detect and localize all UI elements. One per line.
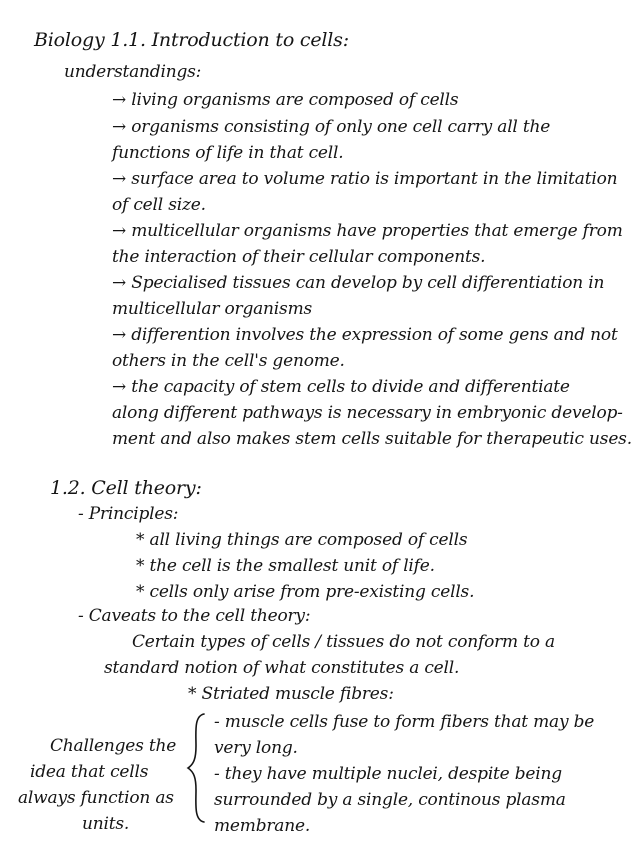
understanding-line: along different pathways is necessary in embryonic develop- bbox=[112, 403, 623, 423]
striated-point-line: very long. bbox=[214, 738, 298, 758]
principle-item: * the cell is the smallest unit of life. bbox=[136, 556, 435, 576]
understanding-line: multicellular organisms bbox=[112, 299, 313, 319]
understanding-line: → surface area to volume ratio is important in the limitation bbox=[112, 169, 618, 189]
understandings-heading: understandings: bbox=[64, 62, 202, 82]
caveats-text-line: Certain types of cells / tissues do not conform to a bbox=[132, 632, 555, 652]
understanding-line: → the capacity of stem cells to divide and differentiate bbox=[112, 377, 570, 397]
striated-point-line: membrane. bbox=[214, 816, 311, 836]
understanding-line: → differention involves the expression of some gens and not bbox=[112, 325, 618, 345]
side-note-line: idea that cells bbox=[30, 762, 149, 782]
understanding-line: the interaction of their cellular components. bbox=[112, 247, 486, 267]
understanding-line: → organisms consisting of only one cell carry all the bbox=[112, 117, 551, 137]
striated-heading: * Striated muscle fibres: bbox=[188, 684, 394, 704]
side-note-line: units. bbox=[82, 814, 130, 834]
curly-brace bbox=[186, 712, 208, 824]
side-note-line: always function as bbox=[18, 788, 174, 808]
understanding-line: others in the cell's genome. bbox=[112, 351, 345, 371]
striated-point-line: - muscle cells fuse to form fibers that may be bbox=[214, 712, 595, 732]
striated-point-line: surrounded by a single, continous plasma bbox=[214, 790, 566, 810]
principle-item: * cells only arise from pre-existing cells. bbox=[136, 582, 475, 602]
striated-point-line: - they have multiple nuclei, despite being bbox=[214, 764, 562, 784]
caveats-text-line: standard notion of what constitutes a cell. bbox=[104, 658, 460, 678]
understanding-line: of cell size. bbox=[112, 195, 206, 215]
side-note-line: Challenges the bbox=[50, 736, 177, 756]
caveats-heading: - Caveats to the cell theory: bbox=[78, 606, 311, 626]
understanding-line: functions of life in that cell. bbox=[112, 143, 344, 163]
understanding-line: → Specialised tissues can develop by cell differentiation in bbox=[112, 273, 605, 293]
understanding-line: → living organisms are composed of cells bbox=[112, 90, 459, 110]
understanding-line: → multicellular organisms have properties that emerge from bbox=[112, 221, 623, 241]
page-title: Biology 1.1. Introduction to cells: bbox=[34, 29, 349, 51]
section-title: 1.2. Cell theory: bbox=[50, 477, 202, 499]
principles-heading: - Principles: bbox=[78, 504, 179, 524]
principle-item: * all living things are composed of cells bbox=[136, 530, 468, 550]
understanding-line: ment and also makes stem cells suitable for therapeutic uses. bbox=[112, 429, 632, 449]
